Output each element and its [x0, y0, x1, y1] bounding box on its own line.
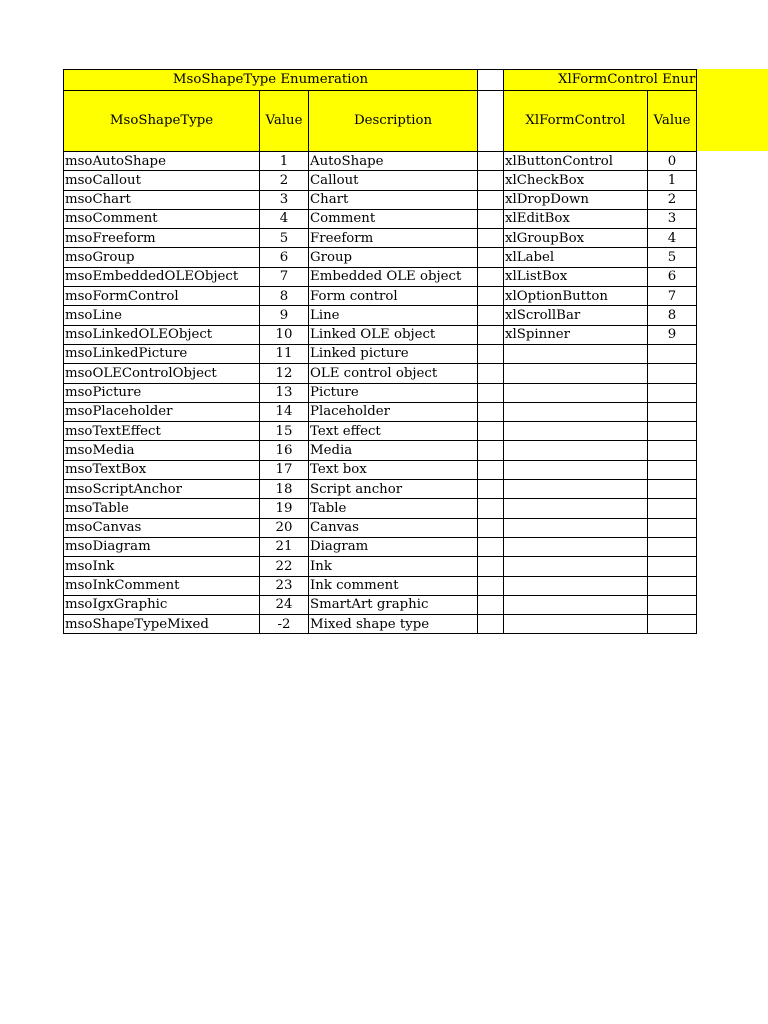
shape-type-cell[interactable]: msoScriptAnchor [64, 480, 260, 499]
form-control-cell[interactable] [504, 537, 648, 556]
shape-description-cell[interactable]: Diagram [309, 537, 478, 556]
shape-type-cell[interactable]: msoPlaceholder [64, 402, 260, 421]
shape-description-cell[interactable]: Chart [309, 190, 478, 209]
shape-type-cell[interactable]: msoDiagram [64, 537, 260, 556]
table-row [64, 537, 697, 556]
shape-description-cell[interactable]: Canvas [309, 518, 478, 537]
shape-value-cell[interactable]: 9 [260, 306, 309, 325]
gap-cell[interactable] [478, 190, 504, 209]
form-control-cell[interactable]: xlSpinner [504, 325, 648, 344]
shape-description-cell[interactable]: Media [309, 441, 478, 460]
gap-cell[interactable] [478, 70, 504, 91]
form-control-cell[interactable] [504, 460, 648, 479]
gap-cell[interactable] [478, 229, 504, 248]
table-row [64, 248, 697, 267]
shape-description-cell[interactable]: Linked picture [309, 344, 478, 363]
gap-cell[interactable] [478, 402, 504, 421]
table-row [64, 209, 697, 228]
table-row [64, 441, 697, 460]
header-form-value[interactable]: Value [647, 91, 697, 152]
form-control-cell[interactable] [504, 383, 648, 402]
shape-type-cell[interactable]: msoTextEffect [64, 422, 260, 441]
form-control-cell[interactable] [504, 344, 648, 363]
shape-type-cell[interactable]: msoChart [64, 190, 260, 209]
shape-description-cell[interactable]: Callout [309, 171, 478, 190]
table-row [64, 480, 697, 499]
shape-value-cell[interactable]: 12 [260, 364, 309, 383]
form-value-cell[interactable] [647, 499, 697, 518]
shape-section-title[interactable]: MsoShapeType Enumeration [64, 70, 478, 91]
shape-description-cell[interactable]: Comment [309, 209, 478, 228]
shape-description-cell[interactable]: Placeholder [309, 402, 478, 421]
table-row [64, 364, 697, 383]
form-value-cell[interactable] [647, 441, 697, 460]
table-row [64, 152, 697, 171]
shape-value-cell[interactable]: 18 [260, 480, 309, 499]
shape-value-cell[interactable]: 6 [260, 248, 309, 267]
shape-value-cell[interactable]: 8 [260, 287, 309, 306]
shape-type-cell[interactable]: msoShapeTypeMixed [64, 615, 260, 634]
gap-cell[interactable] [478, 422, 504, 441]
table-row [64, 615, 697, 634]
gap-cell[interactable] [478, 557, 504, 576]
gap-cell[interactable] [478, 209, 504, 228]
shape-description-cell[interactable]: Ink comment [309, 576, 478, 595]
form-control-cell[interactable]: xlButtonControl [504, 152, 648, 171]
table-row [64, 267, 697, 286]
gap-cell[interactable] [478, 325, 504, 344]
form-value-cell[interactable]: 8 [647, 306, 697, 325]
gap-cell[interactable] [478, 480, 504, 499]
form-control-cell[interactable]: xlScrollBar [504, 306, 648, 325]
form-control-cell[interactable]: xlCheckBox [504, 171, 648, 190]
gap-cell[interactable] [478, 441, 504, 460]
form-value-cell[interactable]: 5 [647, 248, 697, 267]
table-row [64, 518, 697, 537]
table-row [64, 576, 697, 595]
shape-value-cell[interactable]: 7 [260, 267, 309, 286]
form-value-cell[interactable] [647, 615, 697, 634]
gap-cell[interactable] [478, 576, 504, 595]
header-description[interactable]: Description [309, 91, 478, 152]
gap-cell[interactable] [478, 460, 504, 479]
yellow-fill-overflow [694, 69, 768, 151]
shape-type-cell[interactable]: msoFreeform [64, 229, 260, 248]
table-row [64, 344, 697, 363]
form-control-cell[interactable] [504, 557, 648, 576]
shape-description-cell[interactable]: Table [309, 499, 478, 518]
shape-type-cell[interactable]: msoTable [64, 499, 260, 518]
shape-description-cell[interactable]: Embedded OLE object [309, 267, 478, 286]
shape-type-cell[interactable]: msoAutoShape [64, 152, 260, 171]
form-control-cell[interactable]: xlGroupBox [504, 229, 648, 248]
shape-description-cell[interactable]: OLE control object [309, 364, 478, 383]
table-row [64, 325, 697, 344]
shape-description-cell[interactable]: Form control [309, 287, 478, 306]
shape-description-cell[interactable]: Text effect [309, 422, 478, 441]
table-row [64, 499, 697, 518]
shape-value-cell[interactable]: 17 [260, 460, 309, 479]
form-value-cell[interactable]: 0 [647, 152, 697, 171]
table-row [64, 190, 697, 209]
form-value-cell[interactable]: 1 [647, 171, 697, 190]
shape-type-cell[interactable]: msoEmbeddedOLEObject [64, 267, 260, 286]
shape-value-cell[interactable]: 2 [260, 171, 309, 190]
enumeration-table [63, 69, 697, 634]
form-value-cell[interactable] [647, 480, 697, 499]
gap-cell[interactable] [478, 152, 504, 171]
form-control-cell[interactable] [504, 499, 648, 518]
table-row [64, 460, 697, 479]
shape-type-cell[interactable]: msoIgxGraphic [64, 595, 260, 614]
form-value-cell[interactable]: 4 [647, 229, 697, 248]
form-control-cell[interactable]: xlEditBox [504, 209, 648, 228]
form-control-cell[interactable] [504, 518, 648, 537]
gap-cell[interactable] [478, 287, 504, 306]
form-control-cell[interactable] [504, 595, 648, 614]
table-row [64, 229, 697, 248]
form-control-cell[interactable] [504, 402, 648, 421]
form-control-cell[interactable] [504, 422, 648, 441]
shape-value-cell[interactable]: 3 [260, 190, 309, 209]
form-control-cell[interactable] [504, 441, 648, 460]
form-control-cell[interactable]: xlListBox [504, 267, 648, 286]
form-control-cell[interactable]: xlLabel [504, 248, 648, 267]
shape-type-cell[interactable]: msoCallout [64, 171, 260, 190]
shape-value-cell[interactable]: 10 [260, 325, 309, 344]
gap-cell[interactable] [478, 171, 504, 190]
shape-description-cell[interactable]: Text box [309, 460, 478, 479]
form-value-cell[interactable] [647, 364, 697, 383]
shape-type-cell[interactable]: msoComment [64, 209, 260, 228]
shape-type-cell[interactable]: msoInkComment [64, 576, 260, 595]
table-row [64, 287, 697, 306]
header-row [64, 91, 697, 152]
gap-cell[interactable] [478, 615, 504, 634]
shape-description-cell[interactable]: SmartArt graphic [309, 595, 478, 614]
form-value-cell[interactable] [647, 576, 697, 595]
table-row [64, 595, 697, 614]
gap-cell[interactable] [478, 499, 504, 518]
gap-cell[interactable] [478, 344, 504, 363]
gap-cell[interactable] [478, 364, 504, 383]
shape-value-cell[interactable]: 1 [260, 152, 309, 171]
shape-description-cell[interactable]: Group [309, 248, 478, 267]
shape-type-cell[interactable]: msoMedia [64, 441, 260, 460]
gap-cell[interactable] [478, 537, 504, 556]
form-value-cell[interactable]: 6 [647, 267, 697, 286]
shape-value-cell[interactable]: 21 [260, 537, 309, 556]
gap-cell[interactable] [478, 306, 504, 325]
shape-value-cell[interactable]: 16 [260, 441, 309, 460]
shape-type-cell[interactable]: msoPicture [64, 383, 260, 402]
shape-description-cell[interactable]: Picture [309, 383, 478, 402]
form-value-cell[interactable] [647, 518, 697, 537]
shape-type-cell[interactable]: msoOLEControlObject [64, 364, 260, 383]
shape-value-cell[interactable]: 4 [260, 209, 309, 228]
shape-value-cell[interactable]: 11 [260, 344, 309, 363]
shape-value-cell[interactable]: 15 [260, 422, 309, 441]
shape-type-cell[interactable]: msoLinkedPicture [64, 344, 260, 363]
form-value-cell[interactable] [647, 595, 697, 614]
form-value-cell[interactable]: 9 [647, 325, 697, 344]
shape-value-cell[interactable]: 13 [260, 383, 309, 402]
shape-description-cell[interactable]: Mixed shape type [309, 615, 478, 634]
shape-description-cell[interactable]: Script anchor [309, 480, 478, 499]
table-row [64, 306, 697, 325]
table-row [64, 171, 697, 190]
form-section-title-text: XlFormControl Enur [558, 72, 696, 88]
form-value-cell[interactable]: 2 [647, 190, 697, 209]
shape-type-cell[interactable]: msoCanvas [64, 518, 260, 537]
shape-description-cell[interactable]: Freeform [309, 229, 478, 248]
shape-value-cell[interactable]: 14 [260, 402, 309, 421]
form-control-cell[interactable] [504, 480, 648, 499]
shape-value-cell[interactable]: 22 [260, 557, 309, 576]
header-value[interactable]: Value [260, 91, 309, 152]
shape-type-cell[interactable]: msoFormControl [64, 287, 260, 306]
shape-type-cell[interactable]: msoTextBox [64, 460, 260, 479]
form-value-cell[interactable]: 3 [647, 209, 697, 228]
form-value-cell[interactable] [647, 460, 697, 479]
form-value-cell[interactable] [647, 402, 697, 421]
shape-type-cell[interactable]: msoInk [64, 557, 260, 576]
header-xlformcontrol[interactable]: XlFormControl [504, 91, 648, 152]
table-row [64, 557, 697, 576]
title-row [64, 70, 697, 91]
form-control-cell[interactable] [504, 364, 648, 383]
table-row [64, 402, 697, 421]
shape-value-cell[interactable]: 5 [260, 229, 309, 248]
shape-value-cell[interactable]: 20 [260, 518, 309, 537]
shape-description-cell[interactable]: Ink [309, 557, 478, 576]
form-section-title[interactable] [504, 70, 697, 91]
shape-type-cell[interactable]: msoLine [64, 306, 260, 325]
gap-cell[interactable] [478, 383, 504, 402]
shape-description-cell[interactable]: Linked OLE object [309, 325, 478, 344]
gap-cell[interactable] [478, 248, 504, 267]
form-control-cell[interactable]: xlOptionButton [504, 287, 648, 306]
table-row [64, 383, 697, 402]
form-control-cell[interactable] [504, 576, 648, 595]
shape-value-cell[interactable]: -2 [260, 615, 309, 634]
gap-cell[interactable] [478, 91, 504, 152]
gap-cell[interactable] [478, 518, 504, 537]
gap-cell[interactable] [478, 267, 504, 286]
form-value-cell[interactable] [647, 537, 697, 556]
header-msoshapetype[interactable]: MsoShapeType [64, 91, 260, 152]
shape-type-cell[interactable]: msoGroup [64, 248, 260, 267]
form-value-cell[interactable]: 7 [647, 287, 697, 306]
form-value-cell[interactable] [647, 344, 697, 363]
gap-cell[interactable] [478, 595, 504, 614]
shape-value-cell[interactable]: 23 [260, 576, 309, 595]
shape-value-cell[interactable]: 24 [260, 595, 309, 614]
form-control-cell[interactable] [504, 615, 648, 634]
shape-description-cell[interactable]: AutoShape [309, 152, 478, 171]
form-value-cell[interactable] [647, 557, 697, 576]
form-value-cell[interactable] [647, 422, 697, 441]
shape-description-cell[interactable]: Line [309, 306, 478, 325]
table-row [64, 422, 697, 441]
shape-type-cell[interactable]: msoLinkedOLEObject [64, 325, 260, 344]
form-control-cell[interactable]: xlDropDown [504, 190, 648, 209]
shape-value-cell[interactable]: 19 [260, 499, 309, 518]
form-value-cell[interactable] [647, 383, 697, 402]
